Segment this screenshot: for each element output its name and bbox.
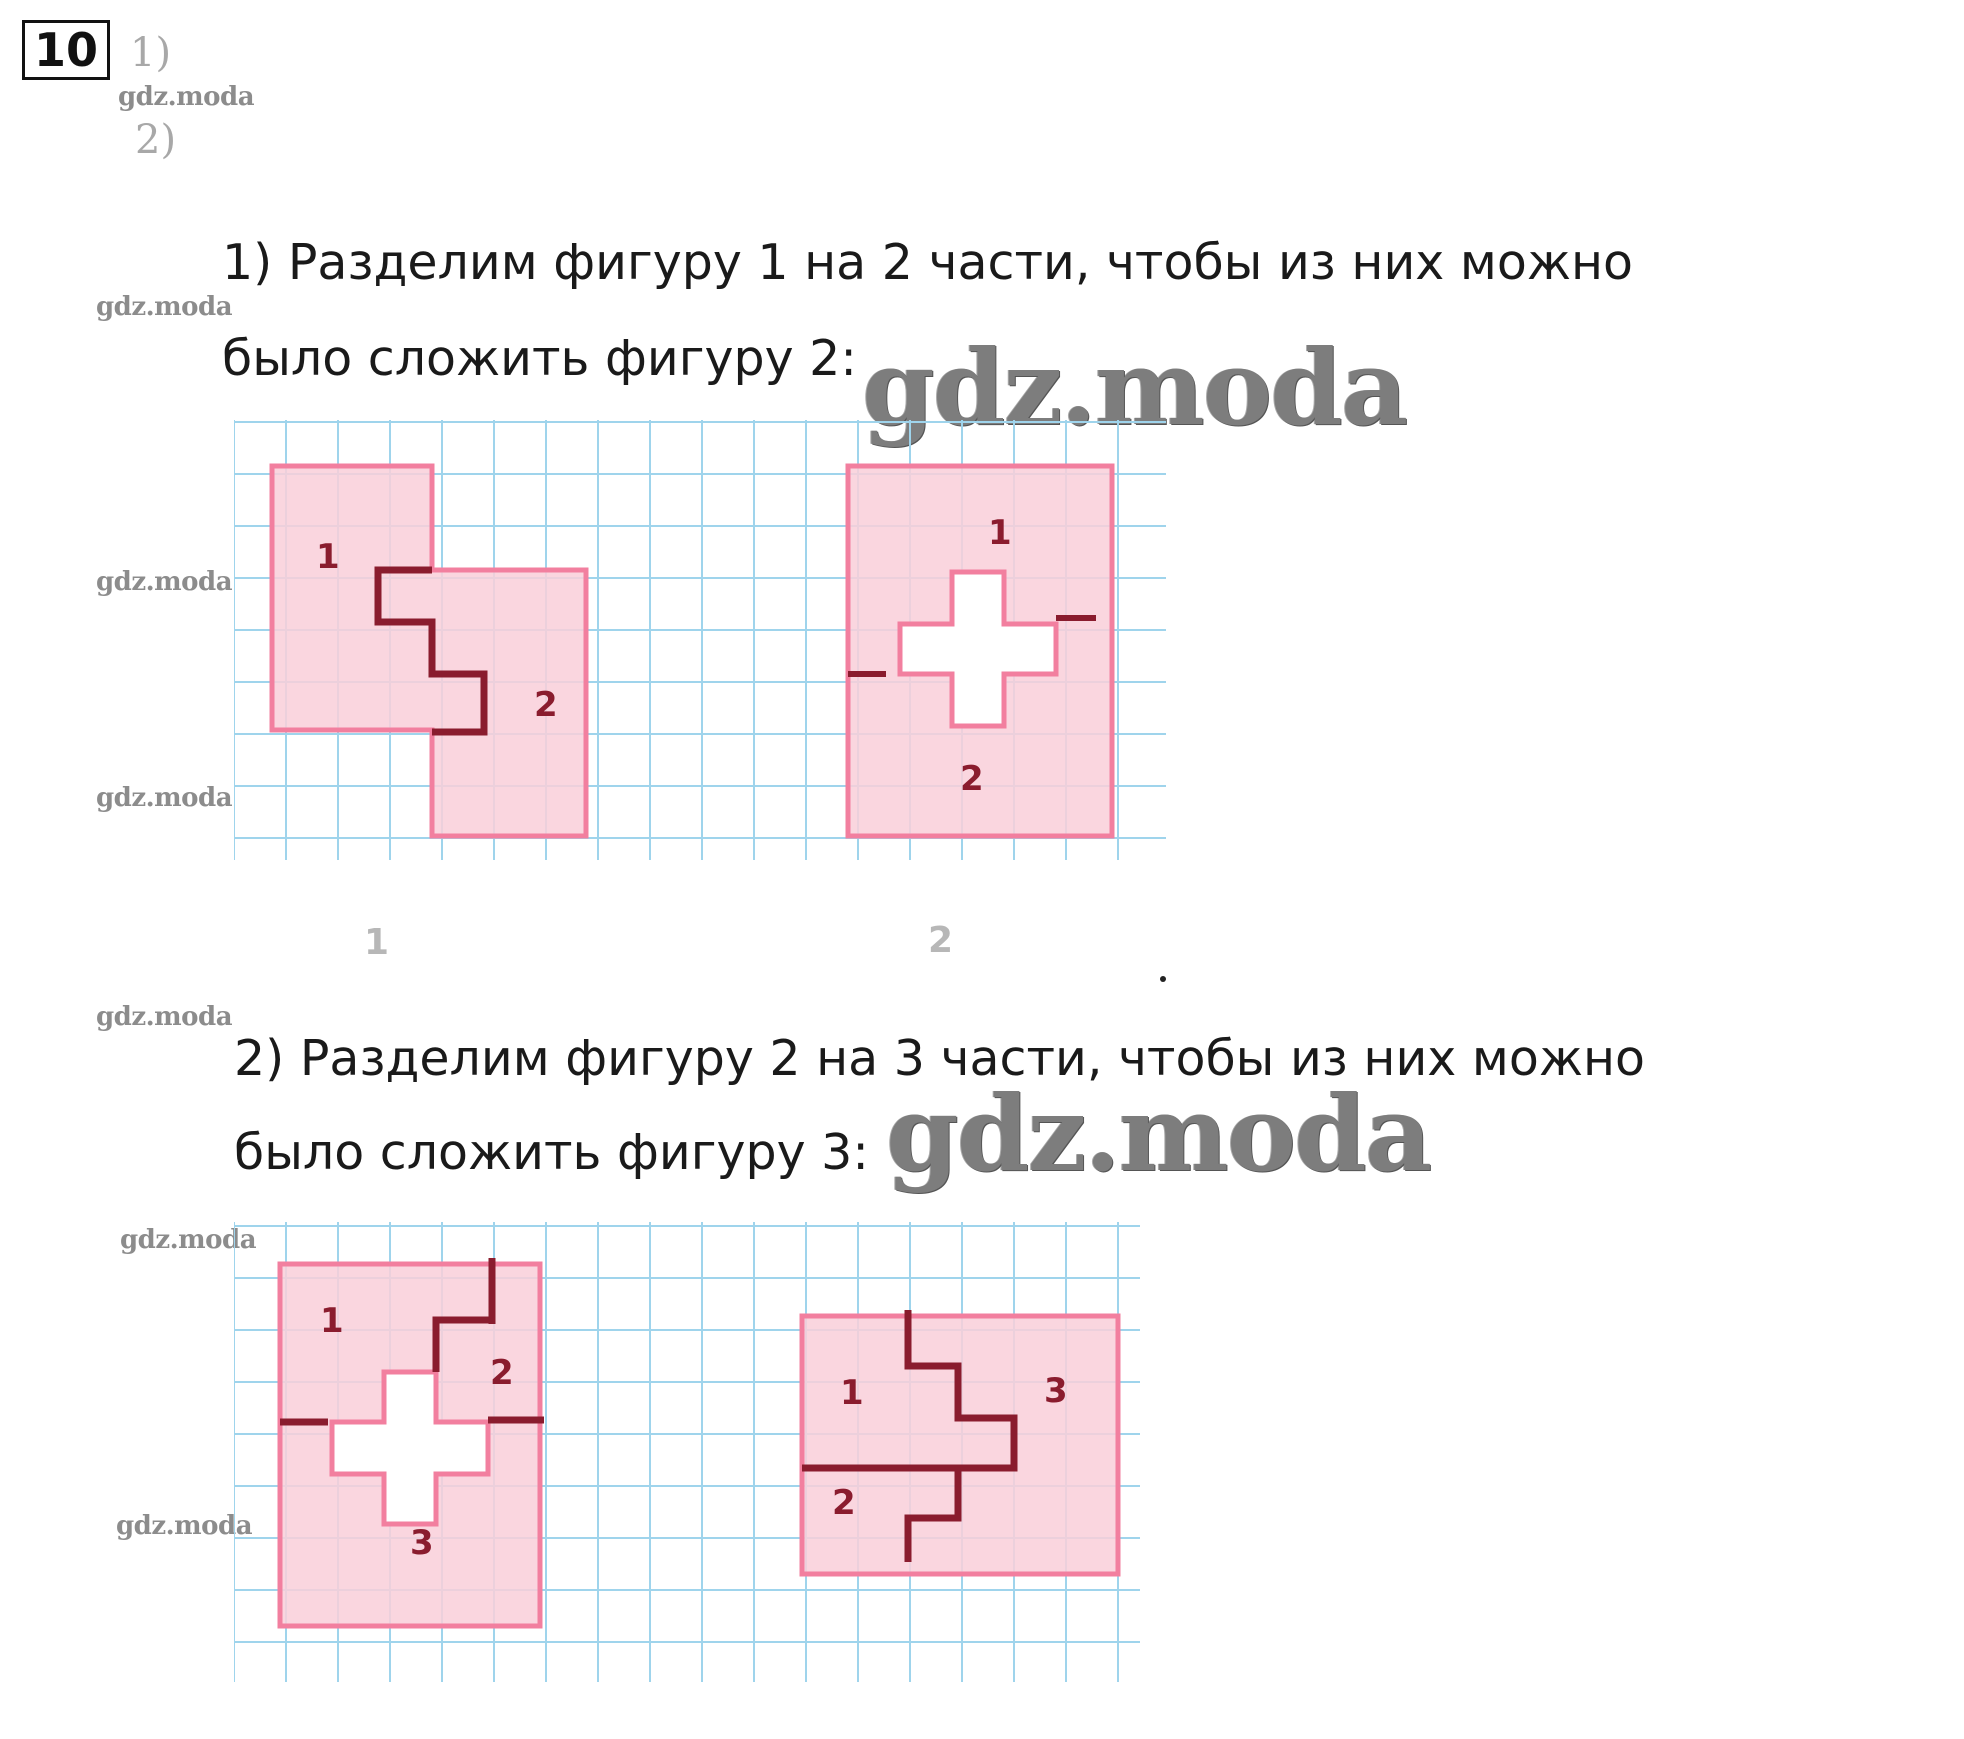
watermark: gdz.moda: [96, 292, 233, 322]
watermark: gdz.moda: [96, 567, 233, 597]
watermark: gdz.moda: [116, 1511, 253, 1541]
figure-2-part-label-1: 1: [988, 513, 1012, 553]
figure-caption-2: 2: [928, 920, 954, 961]
part2-text-line2: было сложить фигуру 3:: [234, 1124, 869, 1181]
part2-grid-figure: [234, 1222, 1140, 1682]
figure-2-part-label-3: 3: [410, 1523, 434, 1563]
part1-text-line2: было сложить фигуру 2:: [222, 330, 857, 387]
figure-caption-1: 1: [364, 922, 390, 963]
task-number-box: 10: [22, 20, 110, 80]
figure-2-part-label-2: 2: [960, 759, 984, 799]
watermark: gdz.moda: [118, 82, 255, 112]
watermark: gdz.moda: [96, 1002, 233, 1032]
figure-2-part-label-2: 2: [490, 1353, 514, 1393]
subtask-2-label: 2): [135, 117, 177, 163]
figure-3-part-label-3: 3: [1044, 1371, 1068, 1411]
part2-text-line1: 2) Разделим фигуру 2 на 3 части, чтобы из них можно: [234, 1030, 1645, 1087]
figure-1-part-label-1: 1: [316, 537, 340, 577]
watermark: gdz.moda: [96, 783, 233, 813]
watermark: gdz.moda: [120, 1225, 257, 1255]
watermark-large: gdz.moda: [862, 326, 1407, 449]
watermark-large: gdz.moda: [886, 1072, 1431, 1195]
part1-text-line1: 1) Разделим фигуру 1 на 2 части, чтобы из них можно: [222, 234, 1633, 291]
figure-3-part-label-2: 2: [832, 1483, 856, 1523]
figure-3-shape: [802, 1316, 1118, 1574]
stray-dot: [1160, 976, 1166, 982]
figure-3-part-label-1: 1: [840, 1373, 864, 1413]
figure-1-part-label-2: 2: [534, 685, 558, 725]
part1-grid-figure: [234, 420, 1166, 860]
subtask-1-label: 1): [130, 30, 172, 76]
figure-2-part-label-1: 1: [320, 1301, 344, 1341]
